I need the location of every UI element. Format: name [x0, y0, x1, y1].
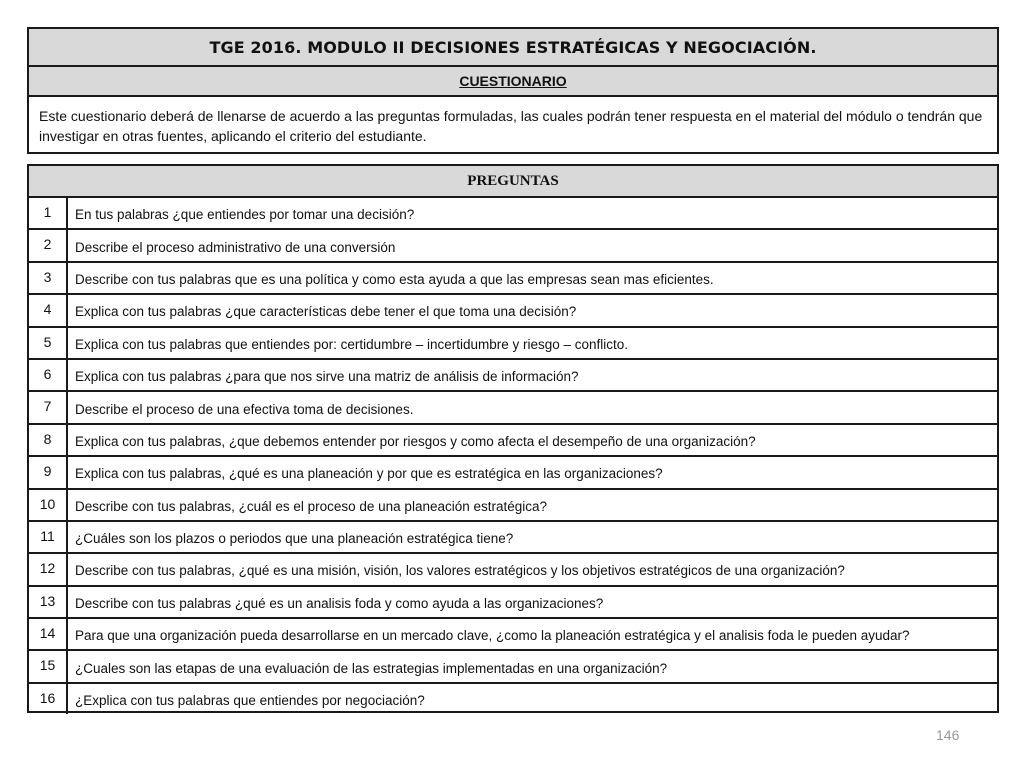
- question-text: Explica con tus palabras, ¿qué es una planeación y por que es estratégica en las organizaciones?: [75, 466, 663, 482]
- question-row: [29, 554, 997, 586]
- question-row: [29, 457, 997, 489]
- question-number: 12: [29, 554, 68, 584]
- question-text: Explica con tus palabras ¿que características debe tener el que toma una decisión?: [75, 304, 577, 320]
- question-number: 13: [29, 587, 68, 617]
- questions-table: [27, 164, 999, 713]
- question-text: Explica con tus palabras que entiendes por: certidumbre – incertidumbre y riesgo – conflicto.: [75, 336, 629, 352]
- question-number: 10: [29, 490, 68, 520]
- question-row: [29, 522, 997, 554]
- question-text: Explica con tus palabras, ¿que debemos entender por riesgos y como afecta el desempeño de una organización?: [75, 433, 756, 449]
- question-text: Describe con tus palabras, ¿qué es una misión, visión, los valores estratégicos y los objetivos estratégicos de una organización?: [75, 563, 845, 579]
- question-text: Describe el proceso administrativo de una conversión: [75, 239, 396, 255]
- question-number: 2: [29, 230, 68, 260]
- question-row: [29, 263, 997, 295]
- header-table: [27, 27, 999, 154]
- question-text: Describe el proceso de una efectiva toma de decisiones.: [75, 401, 414, 417]
- question-number: 9: [29, 457, 68, 487]
- section-subtitle: [29, 67, 997, 97]
- question-number: 14: [29, 619, 68, 649]
- question-text: Para que una organización pueda desarrollarse en un mercado clave, ¿como la planeación estratégica y el analisis foda le pueden ayudar?: [75, 628, 910, 644]
- instructions-text: Este cuestionario deberá de llenarse de acuerdo a las preguntas formuladas, las cuales podrán tener respuesta en el material del módulo o tendrán que investigar en otras fuentes, aplicando el criterio del estudiante.: [39, 108, 983, 144]
- question-text: Explica con tus palabras ¿para que nos sirve una matriz de análisis de información?: [75, 369, 579, 385]
- question-text: ¿Cuales son las etapas de una evaluación de las estrategias implementadas en una organización?: [75, 660, 668, 676]
- question-number: 15: [29, 651, 68, 681]
- question-text: En tus palabras ¿que entiendes por tomar una decisión?: [75, 207, 415, 223]
- question-text: ¿Explica con tus palabras que entiendes por negociación?: [75, 693, 425, 709]
- question-row: [29, 328, 997, 360]
- question-row: [29, 651, 997, 683]
- question-number: 4: [29, 295, 68, 325]
- subtitle-text: CUESTIONARIO: [459, 73, 567, 89]
- question-text: ¿Cuáles son los plazos o periodos que una planeación estratégica tiene?: [75, 531, 514, 547]
- question-row: [29, 392, 997, 424]
- question-number: 16: [29, 684, 68, 714]
- questions-heading: PREGUNTAS: [29, 166, 997, 198]
- question-number: 1: [29, 198, 68, 228]
- question-text: Describe con tus palabras que es una política y como esta ayuda a que las empresas sean mas eficientes.: [75, 271, 714, 287]
- question-row: [29, 490, 997, 522]
- question-row: [29, 619, 997, 651]
- question-text: Describe con tus palabras ¿qué es un analisis foda y como ayuda a las organizaciones?: [75, 595, 604, 611]
- question-row: [29, 198, 997, 230]
- question-row: [29, 295, 997, 327]
- question-row: [29, 684, 997, 714]
- question-number: 7: [29, 392, 68, 422]
- question-row: [29, 360, 997, 392]
- question-number: 8: [29, 425, 68, 455]
- question-number: 3: [29, 263, 68, 293]
- question-number: 5: [29, 328, 68, 358]
- question-number: 6: [29, 360, 68, 390]
- question-row: [29, 230, 997, 262]
- questions-body: [29, 198, 997, 714]
- question-row: [29, 425, 997, 457]
- document-title: TGE 2016. MODULO II DECISIONES ESTRATÉGICAS Y NEGOCIACIÓN.: [29, 29, 997, 67]
- question-number: 11: [29, 522, 68, 552]
- question-text: Describe con tus palabras, ¿cuál es el proceso de una planeación estratégica?: [75, 498, 548, 514]
- question-row: [29, 587, 997, 619]
- page-number: 146: [936, 727, 960, 743]
